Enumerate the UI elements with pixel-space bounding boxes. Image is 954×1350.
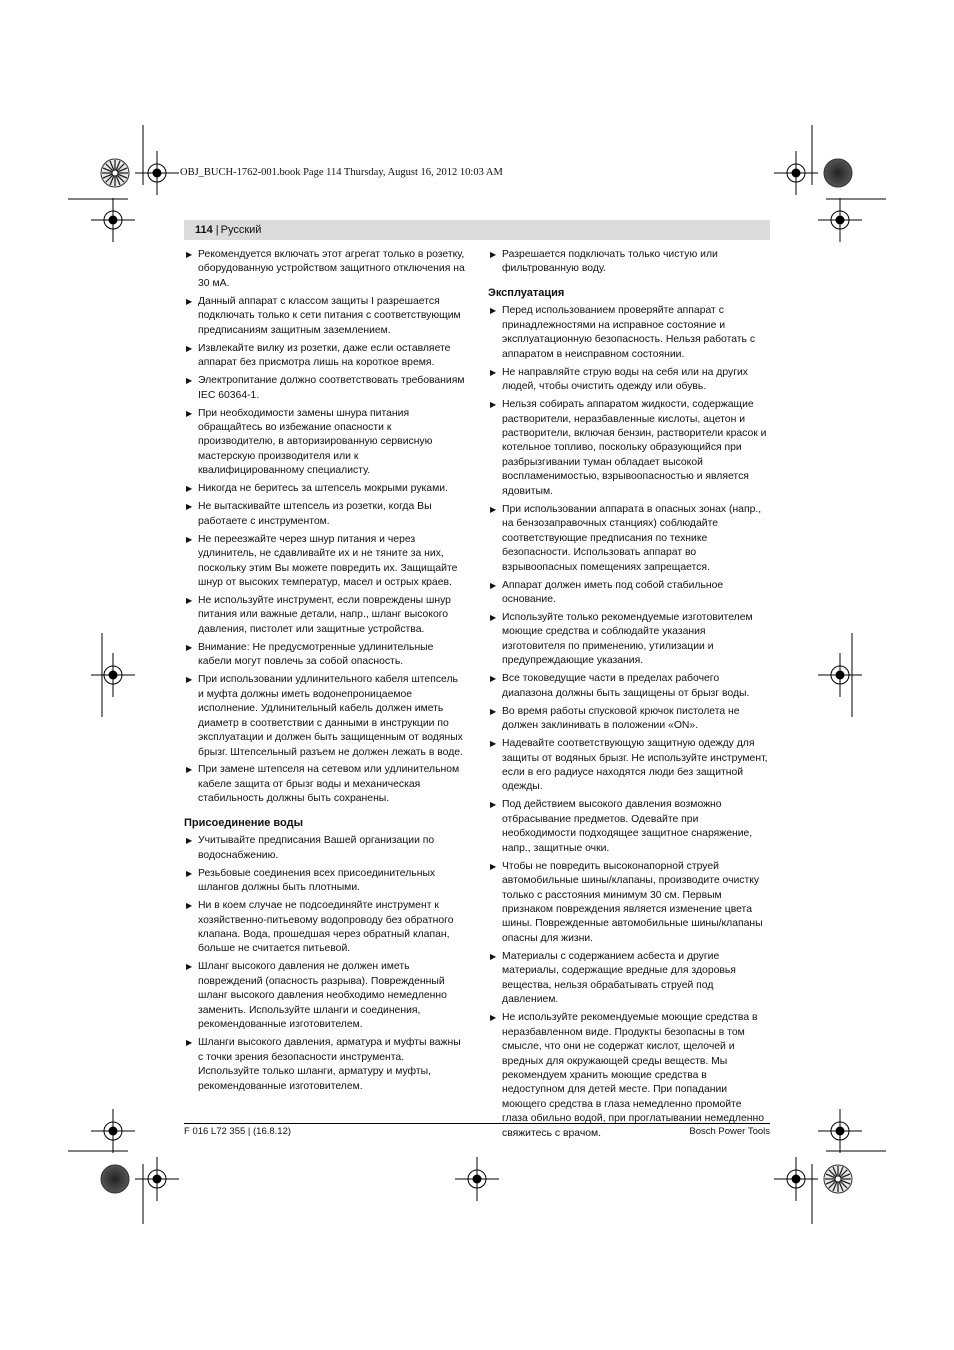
list-item bbox=[488, 950, 770, 1008]
header-separator: | bbox=[215, 224, 219, 236]
list-item bbox=[184, 295, 466, 338]
list-item bbox=[488, 304, 770, 362]
page-header bbox=[184, 220, 770, 240]
list-item-text: Шланг высокого давления не должен иметь повреждений (опасность разрыва). Поврежденный шланг высокого давления необходимо немедленно заменить. Используйте шланги и соединения, рекомендованные изготовителем. bbox=[198, 961, 447, 1031]
list-item bbox=[488, 705, 770, 734]
color-wheel-icon bbox=[824, 159, 852, 187]
list-item-text: Под действием высокого давления возможно отбрасывание предметов. Одевайте при необходимости подходящее защитное снаряжение, напр., защитные очки. bbox=[502, 799, 753, 854]
list-item bbox=[488, 366, 770, 395]
registration-target-icon bbox=[818, 198, 862, 242]
registration-target-icon bbox=[818, 1109, 862, 1153]
list-item-text: Надевайте соответствующую защитную одежду для защиты от водяных брызг. Не используйте инструмент, если в его радиусе находятся люди без защитной одежды. bbox=[502, 738, 768, 793]
list-item-text: Учитывайте предписания Вашей организации по водоснабжению. bbox=[198, 835, 435, 861]
list-item-text: Во время работы спусковой крючок пистолета не должен заклинивать в положении «ON». bbox=[502, 705, 740, 732]
list-item-text: Рекомендуется включать этот агрегат только в розетку, оборудованную устройством защитного отключения на 30 мА. bbox=[198, 249, 465, 289]
color-wheel-icon bbox=[101, 1165, 129, 1193]
footer-brand: Bosch Power Tools bbox=[689, 1126, 770, 1137]
list-item bbox=[184, 500, 466, 529]
triangle-right-icon: ▶ bbox=[490, 306, 497, 316]
triangle-right-icon: ▶ bbox=[186, 534, 193, 544]
color-wheel-icon bbox=[101, 159, 129, 187]
list-item bbox=[488, 503, 770, 575]
page-number: 114 bbox=[195, 224, 213, 236]
list-item-text: Не вытаскивайте штепсель из розетки, когда Вы работаете с инструментом. bbox=[198, 501, 432, 527]
list-item-text: Аппарат должен иметь под собой стабильное основание. bbox=[502, 579, 724, 605]
bullet-list bbox=[488, 304, 770, 1141]
list-item-text: Разрешается подключать только чистую или фильтрованную воду. bbox=[502, 249, 718, 275]
list-item bbox=[184, 407, 466, 479]
registration-target-icon bbox=[91, 1109, 135, 1153]
right-column bbox=[488, 248, 770, 1145]
left-column bbox=[184, 248, 466, 1097]
list-item-text: Все токоведущие части в пределах рабочего диапазона должны быть защищены от брызг воды. bbox=[502, 673, 750, 699]
list-item-text: Резьбовые соединения всех присоединительных шлангов должны быть плотными. bbox=[198, 867, 436, 894]
bullet-list bbox=[488, 248, 770, 277]
footer-divider bbox=[184, 1123, 770, 1124]
triangle-right-icon: ▶ bbox=[490, 861, 497, 871]
triangle-right-icon: ▶ bbox=[490, 612, 497, 622]
triangle-right-icon: ▶ bbox=[490, 400, 497, 410]
list-item bbox=[184, 248, 466, 291]
list-item-text: При использовании аппарата в опасных зонах (напр., на бензозаправочных станциях) соблюдайте соответствующие предписания по технике безопасности. Использовать аппарат во взрывоопасных помещениях запрещается. bbox=[502, 503, 762, 573]
list-item-text: Никогда не беритесь за штепсель мокрыми руками. bbox=[198, 483, 448, 495]
list-item bbox=[184, 641, 466, 670]
section-heading-water-connection: Присоединение воды bbox=[184, 816, 303, 829]
list-item bbox=[488, 672, 770, 701]
list-item bbox=[184, 1036, 466, 1094]
list-item-text: Материалы с содержанием асбеста и другие материалы, содержащие вредные для здоровья вещества, нельзя обрабатывать струей под давлением. bbox=[502, 950, 736, 1006]
triangle-right-icon: ▶ bbox=[186, 765, 193, 775]
list-item-text: Данный аппарат с классом защиты I разрешается подключать только к сети питания с соответствующим предписаниям защитным заземлением. bbox=[198, 295, 461, 336]
list-item-text: Электропитание должно соответствовать требованиям IEC 60364-1. bbox=[198, 375, 465, 401]
triangle-right-icon: ▶ bbox=[490, 504, 497, 514]
list-item-text: Не используйте рекомендуемые моющие средства в неразбавленном виде. Продукты безопасны в том смысле, что они не содержат кислот, щелочей и вредных для окружающей среды веществ. Мы рекомендуем хранить моющие средства в недоступном для детей месте. При попадании моющего средства в глаза немедленно промойте глаза обильно водой, при проглатывании немедленно свяжитесь с врачом. bbox=[502, 1012, 764, 1139]
list-item bbox=[488, 398, 770, 499]
list-item-text: Внимание: Не предусмотренные удлинительные кабели могут повлечь за собой опасность. bbox=[198, 641, 434, 668]
list-item bbox=[488, 860, 770, 947]
triangle-right-icon: ▶ bbox=[186, 296, 193, 306]
color-wheel-icon bbox=[824, 1165, 852, 1193]
list-item bbox=[488, 798, 770, 856]
registration-target-icon bbox=[135, 151, 179, 195]
list-item-text: Шланги высокого давления, арматура и муфты важны с точки зрения безопасности инструмента. Используйте только шланги, арматуру и муфты, рекомендованные изготовителем. bbox=[198, 1037, 461, 1092]
footer-document-code: F 016 L72 355 | (16.8.12) bbox=[184, 1126, 292, 1137]
list-item bbox=[184, 533, 466, 591]
triangle-right-icon: ▶ bbox=[186, 868, 193, 878]
list-item bbox=[184, 763, 466, 806]
triangle-right-icon: ▶ bbox=[490, 800, 497, 810]
registration-target-icon bbox=[774, 1157, 818, 1201]
triangle-right-icon: ▶ bbox=[186, 1038, 193, 1048]
list-item bbox=[488, 579, 770, 608]
list-item bbox=[488, 1011, 770, 1141]
list-item-text: Нельзя собирать аппаратом жидкости, содержащие растворители, неразбавленные кислоты, ацетон и растворители, включая бензин, растворители красок и котельное топливо, поскольку образующийся при разбрызгивании туман обладает высокой воспламенимостью, взрывоопасностью и является ядовитым. bbox=[502, 399, 767, 497]
triangle-right-icon: ▶ bbox=[186, 642, 193, 652]
list-item-text: Не переезжайте через шнур питания и через удлинитель, не сдавливайте их и не тяните за них, поскольку этим Вы можете повредить их. Защищайте шнур от высоких температур, масел и острых краев. bbox=[198, 533, 458, 589]
triangle-right-icon: ▶ bbox=[186, 836, 193, 846]
list-item-text: Не используйте инструмент, если повреждены шнур питания или важные детали, напр., шланг высокого давления, пистолет или защитные устройства. bbox=[198, 594, 451, 635]
triangle-right-icon: ▶ bbox=[490, 706, 497, 716]
triangle-right-icon: ▶ bbox=[490, 674, 497, 684]
list-item-text: Извлекайте вилку из розетки, даже если оставляете аппарат без присмотра лишь на короткое время. bbox=[198, 342, 451, 369]
bullet-list bbox=[184, 248, 466, 807]
list-item bbox=[488, 248, 770, 277]
list-item-text: При замене штепселя на сетевом или удлинительном кабеле защита от брызг воды и механическая стабильность должны быть сохранены. bbox=[198, 764, 460, 805]
triangle-right-icon: ▶ bbox=[186, 502, 193, 512]
header-language: Русский bbox=[220, 224, 262, 236]
list-item-text: Ни в коем случае не подсоединяйте инструмент к хозяйственно-питьевому водопроводу без обратного клапана. Вода, прошедшая через обратный клапан, больше не считается питьевой. bbox=[198, 900, 454, 955]
list-item-text: При необходимости замены шнура питания обращайтесь во избежание опасности к производителю, в авторизированную сервисную мастерскую производителя или к квалифицированному специалисту. bbox=[198, 407, 433, 477]
triangle-right-icon: ▶ bbox=[186, 408, 193, 418]
registration-target-icon bbox=[455, 1157, 499, 1201]
bullet-list bbox=[184, 834, 466, 1094]
triangle-right-icon: ▶ bbox=[186, 376, 193, 386]
list-item bbox=[184, 867, 466, 896]
print-info-line: OBJ_BUCH-1762-001.book Page 114 Thursday, August 16, 2012 10:03 AM bbox=[180, 167, 503, 178]
triangle-right-icon: ▶ bbox=[490, 1013, 497, 1023]
list-item-text: Чтобы не повредить высоконапорной струей автомобильные шины/клапаны, производите очистку только с расстояния минимум 30 см. Первым признаком повреждения является изменение цвета шины. Поврежденные автомобильные шины/клапаны опасны для жизни. bbox=[502, 860, 763, 944]
triangle-right-icon: ▶ bbox=[186, 962, 193, 972]
triangle-right-icon: ▶ bbox=[186, 901, 193, 911]
list-item bbox=[488, 611, 770, 669]
triangle-right-icon: ▶ bbox=[186, 250, 193, 259]
triangle-right-icon: ▶ bbox=[186, 484, 193, 494]
list-item-text: Используйте только рекомендуемые изготовителем моющие средства и соблюдайте указания изготовителя по применению, утилизации и предупреждающие указания. bbox=[502, 611, 753, 667]
list-item bbox=[488, 737, 770, 795]
triangle-right-icon: ▶ bbox=[186, 675, 193, 685]
list-item bbox=[184, 960, 466, 1032]
list-item bbox=[184, 374, 466, 403]
triangle-right-icon: ▶ bbox=[490, 367, 497, 377]
section-heading-operation: Эксплуатация bbox=[488, 286, 565, 299]
list-item-text: Не направляйте струю воды на себя или на других людей, чтобы очистить одежду или обувь. bbox=[502, 366, 748, 393]
registration-target-icon bbox=[91, 198, 135, 242]
list-item-text: Перед использованием проверяйте аппарат с принадлежностями на исправное состояние и эксплуатационную безопасность. Нельзя работать с аппаратом в неисправном состоянии. bbox=[502, 305, 756, 360]
list-item-text: При использовании удлинительного кабеля штепсель и муфта должны иметь водонепроницаемое исполнение. Удлинительный кабель должен иметь диаметр в соответствии с данными в инструкции по эксплуатации и должен быть защищенным от водяных брызг. Штепсельный разъем не должен лежать в воде. bbox=[198, 674, 463, 758]
triangle-right-icon: ▶ bbox=[186, 343, 193, 353]
list-item bbox=[184, 673, 466, 760]
triangle-right-icon: ▶ bbox=[186, 595, 193, 605]
registration-target-icon bbox=[818, 653, 862, 697]
registration-target-icon bbox=[774, 151, 818, 195]
triangle-right-icon: ▶ bbox=[490, 580, 497, 590]
list-item bbox=[184, 482, 466, 496]
registration-target-icon bbox=[135, 1157, 179, 1201]
triangle-right-icon: ▶ bbox=[490, 951, 497, 961]
list-item bbox=[184, 342, 466, 371]
triangle-right-icon: ▶ bbox=[490, 250, 497, 259]
list-item bbox=[184, 834, 466, 863]
registration-target-icon bbox=[91, 653, 135, 697]
list-item bbox=[184, 594, 466, 637]
triangle-right-icon: ▶ bbox=[490, 739, 497, 749]
list-item bbox=[184, 899, 466, 957]
